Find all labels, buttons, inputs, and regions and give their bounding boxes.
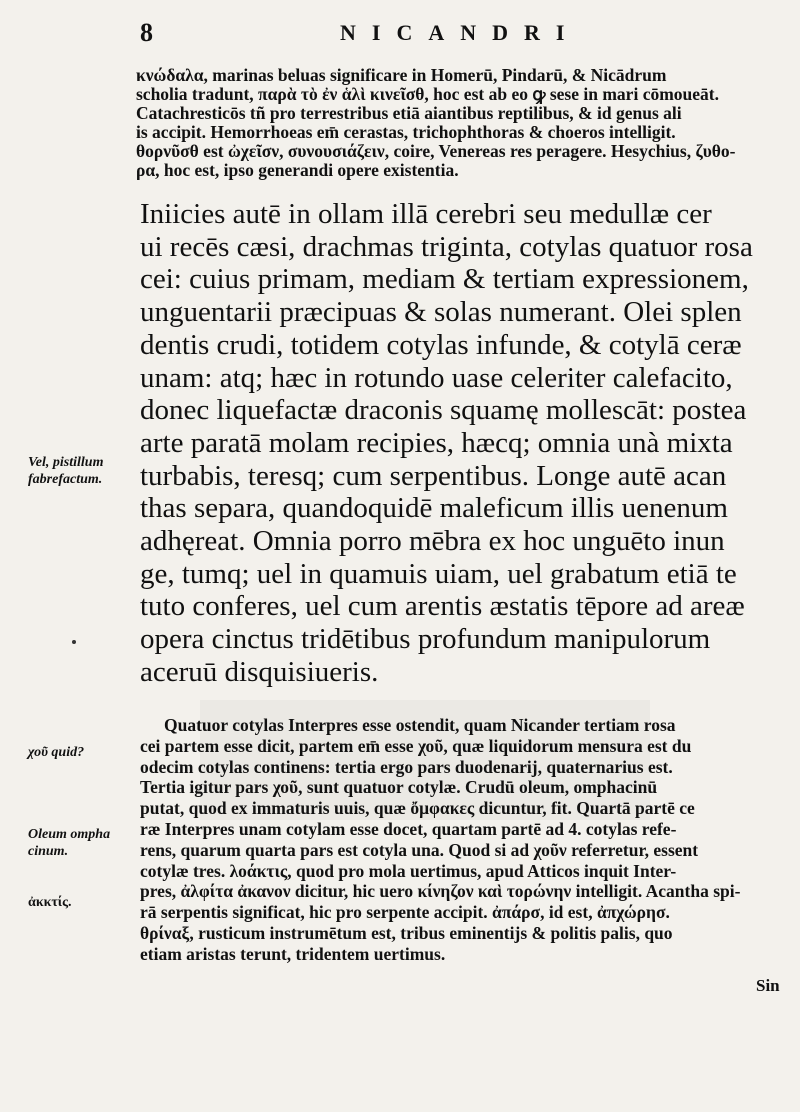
translation-line: unguentarii præcipuas & solas numerant. Olei splen [140,296,742,329]
commentary-line: scholia tradunt, παρὰ τὸ ἐν ἁλὶ κινεῖσθ, hoc est ab eo ꝙ sese in mari cōmoueāt. [136,85,719,104]
margin-note-oleum: Oleum ompha cinum. [28,827,111,859]
page-header [0,18,800,48]
translation-line: unam: atq; hæc in rotundo uase celeriter calefacito, [140,361,733,394]
translation-line: thas separa, quandoquidē maleficum illis uenenum [140,492,728,525]
translation-line: ui recēs cæsi, drachmas triginta, cotylas quatuor rosa [140,230,753,263]
notes-line: Quatuor cotylas Interpres esse ostendit, quam Nicander tertiam rosa [164,715,676,735]
translation-block [140,198,790,689]
notes-line: cei partem esse dicit, partem em̄ esse χοῦ, quæ liquidorum mensura est du [140,735,692,756]
translation-line: tuto conferes, uel cum arentis æstatis tēpore ad areæ [140,590,745,623]
translation-line: cei: cuius primam, mediam & tertiam expressionem, [140,263,749,296]
commentary-line: θορνῦσθ est ὠχεῖσν, συνουσιάζειν, coire, Venereas res peragere. Hesychius, ζυθο- [136,142,736,161]
notes-block [140,715,790,965]
margin-note-pistillum: Vel, pistillum fabrefactum. [28,455,104,487]
notes-line: Tertia igitur pars χοῦ, sunt quatuor cotylæ. Crudū oleum, omphacinū [140,777,658,798]
translation-line: aceruū disquisiueris. [140,655,379,688]
margin-note-chou: χοῦ quid? [28,745,85,760]
commentary-line: κνώδαλα, marinas beluas significare in Homerū, Pindarū, & Nicādrum [136,66,667,85]
notes-line: cotylæ tres. λοάκτις, quod pro mola uertimus, apud Atticos inquit Inter- [140,860,677,881]
notes-line: etiam aristas terunt, tridentem uertimus. [140,943,446,964]
commentary-line: is accipit. Hemorrhoeas em̄ cerastas, trichophthoras & choeros intelligit. [136,123,676,142]
notes-line: rens, quarum quarta pars est cotyla una. Quod si ad χοῦν referretur, essent [140,839,699,860]
commentary-line: Catachresticōs tñ pro terrestribus etiā aiantibus reptilibus, & id genus ali [136,104,682,123]
translation-line: adhęreat. Omnia porro mēbra ex hoc unguēto inun [140,525,725,558]
translation-line: opera cinctus tridētibus profundum manipulorum [140,623,711,656]
translation-line: arte paratā molam recipies, hæcq; omnia unà mixta [140,426,733,459]
notes-line: pres, ἀλφίτα ἀκανον dicitur, hic uero κίνηζον καὶ τορώνην intelligit. Acantha spi- [140,881,741,902]
notes-line: rā serpentis significat, hic pro serpente accipit. ἀπάρσ, id est, ἀπχώρησ. [140,902,670,923]
catchword: Sin [756,976,780,995]
notes-line: odecim cotylas continens: tertia ergo pars duodenarij, quaternarius est. [140,756,673,777]
notes-line: putat, quod ex immaturis uuis, quæ ὄμφακες dicuntur, fit. Quartā partē ce [140,798,695,819]
translation-line: dentis crudi, totidem cotylas infunde, & cotylā ceræ [140,328,742,361]
notes-line: θρίναξ, rusticum instrumētum est, tribus eminentijs & politis palis, quo [140,922,673,943]
margin-mark [72,640,76,644]
translation-line: ge, tumq; uel in quamuis uiam, uel grabatum etiā te [140,557,737,590]
notes-line: ræ Interpres unam cotylam esse docet, quartam partē ad 4. cotylas refe- [140,818,677,839]
commentary-line: ρα, hoc est, ipso generandi opere existentia. [136,161,459,180]
translation-line: turbabis, teresq; cum serpentibus. Longe autē acan [140,459,727,492]
translation-line: donec liquefactæ draconis squamę mollescāt: postea [140,394,747,427]
translation-line: Iniicies autē in ollam illā cerebri seu medullæ cer [140,198,712,230]
page-number: 8 [140,18,153,47]
margin-note-aktis: ἀκκτίς. [28,895,72,910]
commentary-block [136,66,776,180]
running-head: NICANDRI [340,20,581,45]
